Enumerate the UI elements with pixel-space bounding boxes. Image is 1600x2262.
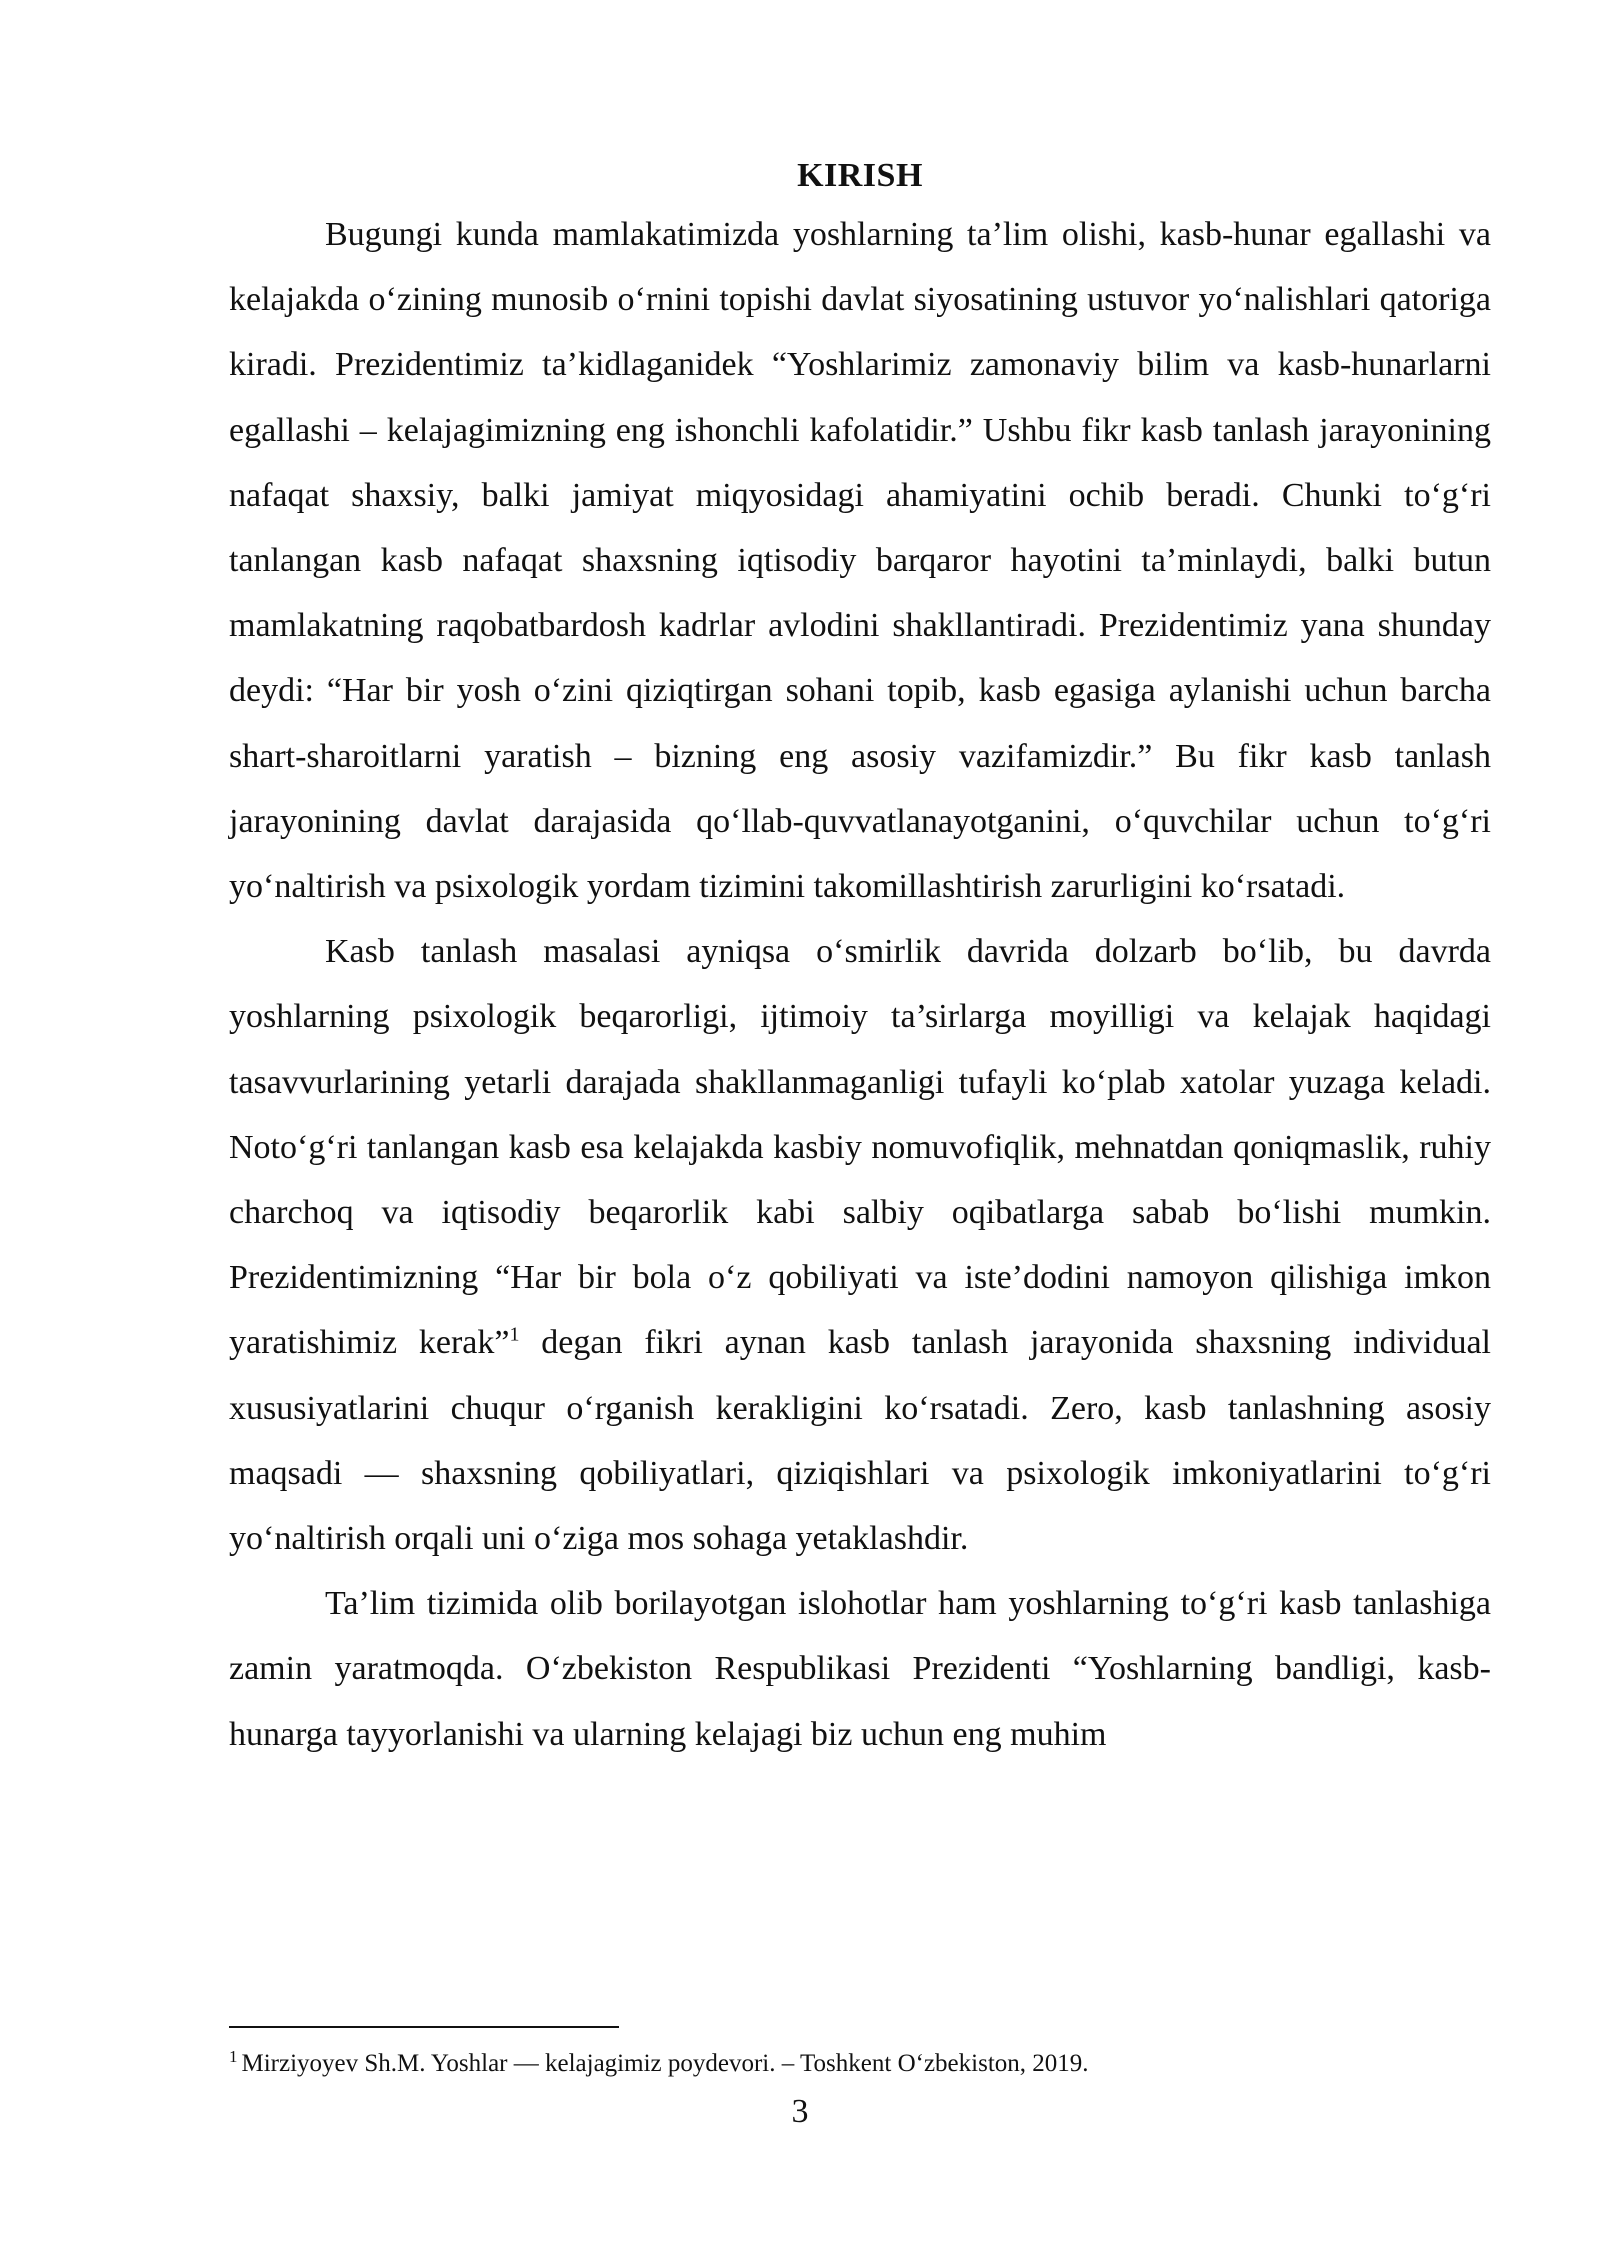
paragraph-2-text-end: degan fikri aynan kasb tanlash jarayonida shaxsning individual xususiyatlarini chuqur o‘rganish kerakligini ko‘rsatadi. Zero, kasb tanlashning asosiy maqsadi — shaxsning qobiliyatlari, qiziqishlari va psixologik imkoniyatlarini to‘g‘ri yo‘naltirish orqali uni o‘ziga mos sohaga yetaklashdir. <box>229 1324 1491 1558</box>
footnote <box>229 2046 1491 2082</box>
paragraph-2 <box>229 919 1491 1571</box>
section-heading: KIRISH <box>797 157 923 194</box>
footnote-reference-mark[interactable]: 1 <box>509 1324 520 1347</box>
footnote-text: Mirziyoyev Sh.M. Yoshlar — kelajagimiz poydevori. – Toshkent O‘zbekiston, 2019. <box>241 2050 1089 2077</box>
paragraph-1 <box>229 202 1491 919</box>
paragraph-2-text-start: Kasb tanlash masalasi ayniqsa o‘smirlik davrida dolzarb bo‘lib, bu davrda yoshlarning psixologik beqarorligi, ijtimoiy ta’sirlarga moyilligi va kelajak haqidagi tasavvurlarining yetarli darajada shakllanmaganligi tufayli ko‘plab xatolar yuzaga keladi. Noto‘g‘ri tanlangan kasb esa kelajakda kasbiy nomuvofiqlik, mehnatdan qoniqmaslik, ruhiy charchoq va iqtisodiy beqarorlik kabi salbiy oqibatlarga sabab bo‘lishi mumkin. Prezidentimizning “Har bir bola o‘z qobiliyati va iste’dodini namoyon qilishiga imkon yaratishimiz kerak” <box>229 933 1491 1362</box>
paragraph-3-text: Ta’lim tizimida olib borilayotgan islohotlar ham yoshlarning to‘g‘ri kasb tanlashiga zamin yaratmoqda. O‘zbekiston Respublikasi Prezidenti “Yoshlarning bandligi, kasb-hunarga tayyorlanishi va ularning kelajagi biz uchun eng muhim <box>229 1585 1491 1753</box>
footnote-separator <box>229 2026 619 2028</box>
paragraph-1-text: Bugungi kunda mamlakatimizda yoshlarning ta’lim olishi, kasb-hunar egallashi va kelajakda o‘zining munosib o‘rnini topishi davlat siyosatining ustuvor yo‘nalishlari qatoriga kiradi. Prezidentimiz ta’kidlaganidek “Yoshlarimiz zamonaviy bilim va kasb-hunarlarni egallashi – kelajagimizning eng ishonchli kafolatidir.” Ushbu fikr kasb tanlash jarayonining nafaqat shaxsiy, balki jamiyat miqyosidagi ahamiyatini ochib beradi. Chunki to‘g‘ri tanlangan kasb nafaqat shaxsning iqtisodiy barqaror hayotini ta’minlaydi, balki butun mamlakatning raqobatbardosh kadrlar avlodini shakllantiradi. Prezidentimiz yana shunday deydi: “Har bir yosh o‘zini qiziqtirgan sohani topib, kasb egasiga aylanishi uchun barcha shart-sharoitlarni yaratish – bizning eng asosiy vazifamizdir.” Bu fikr kasb tanlash jarayonining davlat darajasida qo‘llab-quvvatlanayotganini, o‘quvchilar uchun to‘g‘ri yo‘naltirish va psixologik yordam tizimini takomillashtirish zarurligini ko‘rsatadi. <box>229 216 1491 906</box>
paragraph-3 <box>229 1571 1491 1767</box>
page-body <box>229 150 1491 1767</box>
footnote-number: 1 <box>229 2046 238 2066</box>
page-number: 3 <box>791 2093 809 2130</box>
